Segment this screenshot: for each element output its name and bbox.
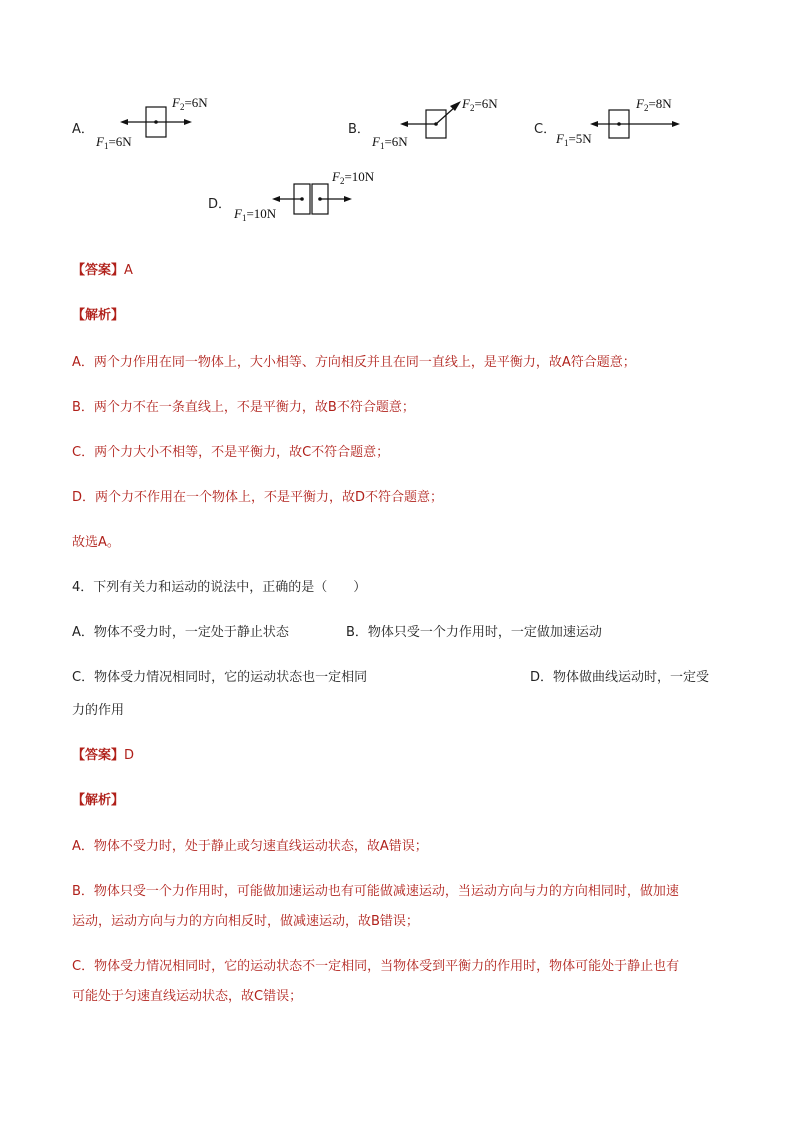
f2-symbol: F	[636, 96, 644, 111]
arrowhead-f2	[344, 196, 352, 202]
f2-subscript: 2	[179, 102, 185, 112]
figure-b	[366, 90, 516, 150]
svg-text:F2=6N	[461, 96, 498, 113]
figure-c	[552, 90, 692, 150]
f1-subscript: 1	[103, 141, 109, 151]
svg-text:F2=6N	[171, 95, 208, 112]
f1-subscript: 1	[563, 138, 569, 148]
arrowhead-f2	[672, 121, 680, 127]
option-a-letter: A．	[72, 122, 94, 137]
f2-value: =6N	[184, 95, 208, 110]
arrowhead-f2	[184, 119, 192, 125]
arrowhead-f1	[120, 119, 128, 125]
f1-value: =5N	[568, 131, 592, 146]
q4-answer	[72, 745, 134, 767]
f1-value: =6N	[108, 134, 132, 149]
answer-label: 【答案】	[72, 748, 125, 763]
svg-text:F1=5N	[555, 131, 592, 148]
answer-value: A	[124, 263, 133, 278]
f1-symbol: F	[234, 206, 242, 221]
answer-label: 【答案】	[72, 263, 125, 278]
q3-analysis-line: D．两个力不作用在一个物体上，不是平衡力，故D不符合题意；	[72, 490, 444, 505]
q4-analysis-line: B．物体只受一个力作用时，可能做加速运动也有可能做减速运动，当运动方向与力的方向相同时，做加速	[72, 884, 679, 899]
f1-symbol: F	[96, 134, 104, 149]
f2-symbol: F	[462, 96, 470, 111]
q3-answer	[72, 260, 133, 282]
q4-option-d: D．物体做曲线运动时，一定受	[530, 670, 710, 685]
svg-text:F2=8N	[635, 96, 672, 113]
option-c-letter: C．	[534, 122, 557, 137]
arrowhead-f1	[590, 121, 598, 127]
f2-subscript: 2	[643, 103, 649, 113]
f1-value: =6N	[384, 134, 408, 149]
figure-d	[228, 165, 398, 227]
q4-analysis-line: C．物体受力情况相同时，它的运动状态不一定相同，当物体受到平衡力的作用时，物体可能处于静止也有	[72, 959, 680, 974]
f1-symbol: F	[556, 131, 564, 146]
f1-value: =10N	[246, 206, 277, 221]
q4-analysis-line: 运动，运动方向与力的方向相反时，做减速运动，故B错误；	[72, 914, 419, 929]
svg-text:F1=6N	[371, 134, 408, 151]
q4-analysis-label: 【解析】	[72, 793, 125, 808]
q3-analysis-line: A．两个力作用在同一物体上，大小相等、方向相反并且在同一直线上，是平衡力，故A符合题意；	[72, 355, 636, 370]
svg-text:F1=6N	[95, 134, 132, 151]
f2-symbol: F	[332, 169, 340, 184]
arrowhead-f1	[400, 121, 408, 127]
f2-symbol: F	[172, 95, 180, 110]
svg-text:F1=10N	[233, 206, 277, 223]
f1-subscript: 1	[379, 141, 385, 151]
f1-subscript: 1	[241, 213, 247, 223]
option-b-letter: B．	[348, 122, 370, 137]
q4-option-b: B．物体只受一个力作用时，一定做加速运动	[346, 625, 602, 640]
f2-value: =6N	[474, 96, 498, 111]
f1-symbol: F	[372, 134, 380, 149]
q4-option-a: A．物体不受力时，一定处于静止状态	[72, 625, 289, 640]
f2-subscript: 2	[339, 176, 345, 186]
q4-option-c: C．物体受力情况相同时，它的运动状态也一定相同	[72, 670, 368, 685]
q4-analysis-line: 可能处于匀速直线运动状态，故C错误；	[72, 989, 303, 1004]
q4-question: 4．下列有关力和运动的说法中，正确的是（ ）	[72, 580, 367, 595]
figure-a	[90, 90, 210, 150]
q4-option-d-cont: 力的作用	[72, 703, 125, 718]
q3-conclusion: 故选A。	[72, 535, 120, 550]
q3-analysis-label: 【解析】	[72, 308, 125, 323]
q3-analysis-line: B．两个力不在一条直线上，不是平衡力，故B不符合题意；	[72, 400, 415, 415]
f2-subscript: 2	[469, 103, 475, 113]
answer-value: D	[124, 748, 135, 763]
arrowhead-f1	[272, 196, 280, 202]
f2-value: =10N	[344, 169, 375, 184]
option-d-letter: D．	[208, 197, 232, 212]
q3-analysis-line: C．两个力大小不相等，不是平衡力，故C不符合题意；	[72, 445, 390, 460]
f2-value: =8N	[648, 96, 672, 111]
svg-text:F2=10N	[331, 169, 375, 186]
q4-analysis-line: A．物体不受力时，处于静止或匀速直线运动状态，故A错误；	[72, 839, 428, 854]
